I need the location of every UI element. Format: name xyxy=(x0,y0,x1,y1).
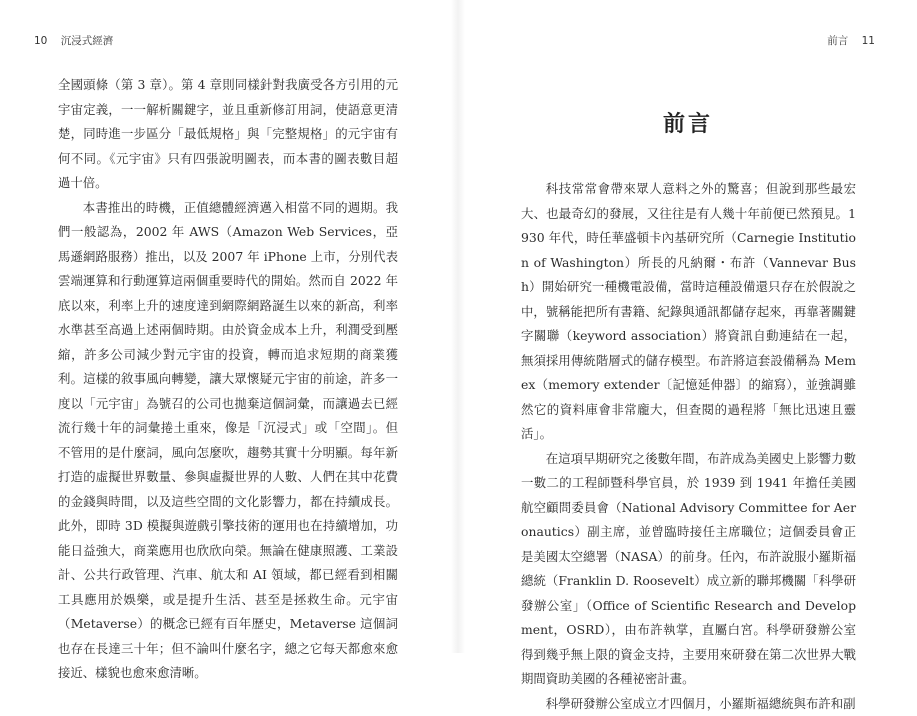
chapter-title: 前言 xyxy=(459,107,917,138)
left-page-number: 10 xyxy=(34,35,47,47)
left-paragraph-1: 全國頭條（第 3 章）。第 4 章則同樣針對我廣受各方引用的元宇宙定義，一一解析關鍵字，並且重新修訂用詞，使語意更清楚，同時進一步區分「最低規格」與「完整規格」的元宇宙有何不同。《元宇宙》只有四張說明圖表，而本書的圖表數目超過十倍。 xyxy=(58,73,398,196)
right-paragraph-1: 科技常常會帶來眾人意料之外的驚喜；但說到那些最宏大、也最奇幻的發展，又往往是有人幾十年前便已然預見。1930 年代，時任華盛頓卡內基研究所（Carnegie Institution of Washington）所長的凡納爾・布許（Vannevar Bush）開始研究一種機電設備，當時這種設備還只存在於假說之中，號稱能把所有書籍、紀錄與通訊都儲存起來，再靠著關鍵字關聯（keyword association）將資訊自動連結在一起，無須採用傳統階層式的儲存模型。布許將這套設備稱為 Memex（memory extender〔記憶延伸器〕的縮寫），並強調雖然它的資料庫會非常龐大，但查閱的過程將「無比迅速且靈活」。 xyxy=(521,177,856,447)
left-running-head: 沉浸式經濟 xyxy=(61,35,114,47)
left-running-header xyxy=(34,33,113,48)
left-paragraph-2: 本書推出的時機，正值總體經濟邁入相當不同的週期。我們一般認為，2002 年 AWS（Amazon Web Services，亞馬遜網路服務）推出，以及 2007 年 iPhone 上市，分別代表雲端運算和行動運算這兩個重要時代的開始。然而自 2022 年底以來，利率上升的速度達到網際網路誕生以來的新高，利率水準甚至高過上述兩個時期。由於資金成本上升，利潤受到壓縮，許多公司減少對元宇宙的投資，轉而追求短期的商業獲利。這樣的敘事風向轉變，讓大眾懷疑元宇宙的前途，許多一度以「元宇宙」為號召的公司也拋棄這個詞彙，而讓過去已經流行幾十年的詞彙捲土重來，像是「沉浸式」或「空間」。但不管用的是什麼詞，風向怎麼吹，趨勢其實十分明顯。每年新打造的虛擬世界數量、參與虛擬世界的人數、人們在其中花費的金錢與時間，以及這些空間的文化影響力，都在持續成長。此外，即時 3D 模擬與遊戲引擎技術的運用也在持續增加，功能日益強大，商業應用也欣欣向榮。無論在健康照護、工業設計、公共行政管理、汽車、航太和 AI 領域，都已經看到相關工具應用於娛樂，或是提升生活、甚至是拯救生命。元宇宙（Metaverse）的概念已經有百年歷史，Metaverse 這個詞也存在長達三十年；但不論叫什麼名字，總之它每天都愈來愈接近、樣貌也愈來愈清晰。 xyxy=(58,196,398,686)
right-paragraph-2: 在這項早期研究之後數年間，布許成為美國史上影響力數一數二的工程師暨科學官員，於 1939 到 1941 年擔任美國航空顧問委員會（National Advisory Committee for Aeronautics）副主席，並曾臨時接任主席職位；這個委員會正是美國太空總署（NASA）的前身。任內，布許說服小羅斯福總統（Franklin D. Roosevelt）成立新的聯邦機關「科學研發辦公室」（Office of Scientific Research and Development，OSRD），由布許執掌，直屬白宮。科學研發辦公室得到幾乎無上限的資金支持，主要用來研發在第二次世界大戰期間資助美國的各種祕密計畫。 xyxy=(521,447,856,692)
left-body-text xyxy=(58,73,398,686)
right-running-header xyxy=(827,33,875,48)
right-page xyxy=(459,0,917,653)
right-body-text xyxy=(521,177,856,716)
right-page-number: 11 xyxy=(862,35,875,47)
left-page xyxy=(0,0,458,653)
right-running-head: 前言 xyxy=(827,35,848,47)
right-paragraph-3: 科學研發辦公室成立才四個月，小羅斯福總統與布許和副 xyxy=(521,692,856,716)
